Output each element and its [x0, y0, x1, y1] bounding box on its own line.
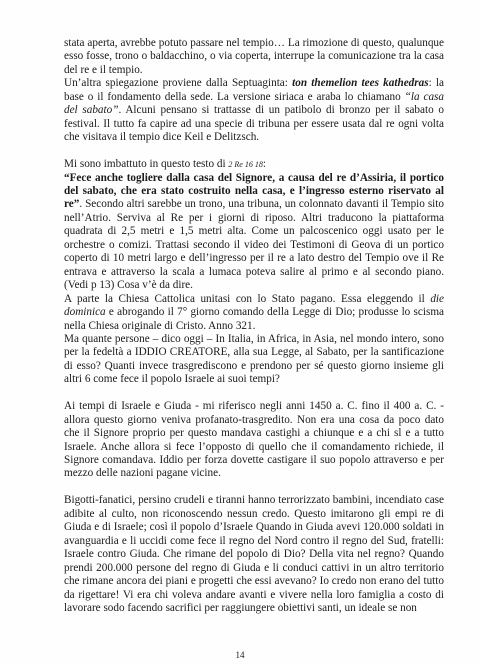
paragraph	[64, 333, 444, 387]
paragraph-gap	[64, 387, 444, 400]
text-run: :	[262, 158, 266, 171]
paragraph	[64, 77, 444, 144]
paragraph-gap	[64, 481, 444, 494]
text-run: . Secondo altri sarebbe un trono, una tribuna, un colonnato davanti il Tempio sito nell’Atrio. Serviva al Re per i giorni di riposo. Altri traducono la piattaforma quadrata di 2,5 metri e 1,5 metri alta. Come un palcoscenico oggi usato per le orchestre o comizi. Trattasi secondo il video dei Testimoni di Geova di un portico coperto di 10 metri largo e dell’ingresso per il re a lato destro del Tempio ove il Re entrava e attraverso la scala a lumaca poteva salire al primo e al secondo piano. (Vedi p 13) Cosa v’è da dire.	[64, 198, 444, 292]
text-run: Bigotti-fanatici, persino crudeli e tiranni hanno terrorizzato bambini, incendiato case adibite al culto, non riconoscendo nessun credo. Questo imitarono gli empi re di Giuda e di Israele; così il popolo d’Israele Quando in Giuda avevi 120.000 soldati in avanguardia e li uccidi come fece il regno del Nord contro il regno del Sud, fratelli: Israele contro Giuda. Che rimane del popolo di Dio? Della vita nel regno? Quando prendi 200.000 persone del regno di Giuda e li conduci cattivi in un altro territorio che rimane ancora dei piani e progetti che essi avevano? Io credo non erano del tutto da rigettare! Vi era chi voleva andare avanti e vivere nella loro famiglia a costo di lavorare sodo facendo sacrifici per raggiungere obiettivi santi, un ideale se non	[64, 494, 444, 614]
text-run: die dominica	[64, 292, 444, 319]
text-run: Ma quante persone – dico oggi – In Italia, in Africa, in Asia, nel mondo intero, sono per la fedeltà a IDDIO CREATORE, alla sua Legge, al Sabato, per la santificazione di esso? Quanti invece trasgrediscono e prendono per sé questo giorno insieme gli altri 6 come fece il popolo Israele ai suoi tempi?	[64, 332, 444, 386]
text-run: Un’altra spiegazione proviene dalla Septuaginta:	[64, 77, 293, 90]
text-run: “Fece anche togliere dalla casa del Signore, a causa del re d’Assiria, il portico del sabato, che era stato costruito nella casa, e l’ingresso esterno riservato al re”	[64, 171, 444, 211]
text-run: e abrogando il 7° giorno comando della Legge di Dio; produsse lo scisma nella Chiesa originale di Cristo. Anno 321.	[64, 306, 444, 332]
paragraph	[64, 37, 444, 77]
paragraph	[64, 400, 444, 481]
page-number: 14	[235, 650, 245, 660]
text-run: ton themelion tees kathedras	[292, 77, 429, 90]
text-run: Mi sono imbattuto in questo testo di	[64, 158, 229, 171]
text-run: “la casa del sabato”	[64, 90, 444, 117]
paragraph	[64, 293, 444, 333]
text-run: stata aperta, avrebbe potuto passare nel tempio… La rimozione di questo, qualunque esso fosse, trono o baldacchino, o via coperta, interrupe la comunicazione tra la casa del re e il tempio.	[64, 37, 444, 76]
text-run: 2 Re 16 18	[228, 160, 263, 170]
body-text	[64, 37, 444, 615]
paragraph-gap	[64, 145, 444, 158]
text-run: . Alcuni pensano si trattasse di un patibolo di bronzo per il sabato o festival. Il tutto fa capire ad una specie di tribuna per essere usata dal re ogni volta che visitava il tempio dice Keil e Delitzsch.	[64, 104, 444, 144]
text-run: Ai tempi di Israele e Giuda - mi riferisco negli anni 1450 a. C. fino il 400 a. C. - allora questo giorno veniva profanato-trasgredito. Non era una cosa da poco dato che il Signore proprio per questo mandava castighi a chiunque e a chi sl e a tutto Israele. Anche allora si fece l’opposto di quello che il comandamento richiede, il Signore comandava. Iddio per forza dovette castigare il suo popolo attraverso e per mezzo delle nazioni pagane vicine.	[64, 400, 444, 480]
paragraph	[64, 158, 444, 171]
text-run: A parte la Chiesa Cattolica unitasi con lo Stato pagano. Essa eleggendo il	[64, 292, 431, 305]
paragraph	[64, 172, 444, 293]
paragraph	[64, 494, 444, 615]
text-run: : la base o il fondamento della sede. La versione siriaca e araba lo chiamano	[64, 77, 444, 103]
